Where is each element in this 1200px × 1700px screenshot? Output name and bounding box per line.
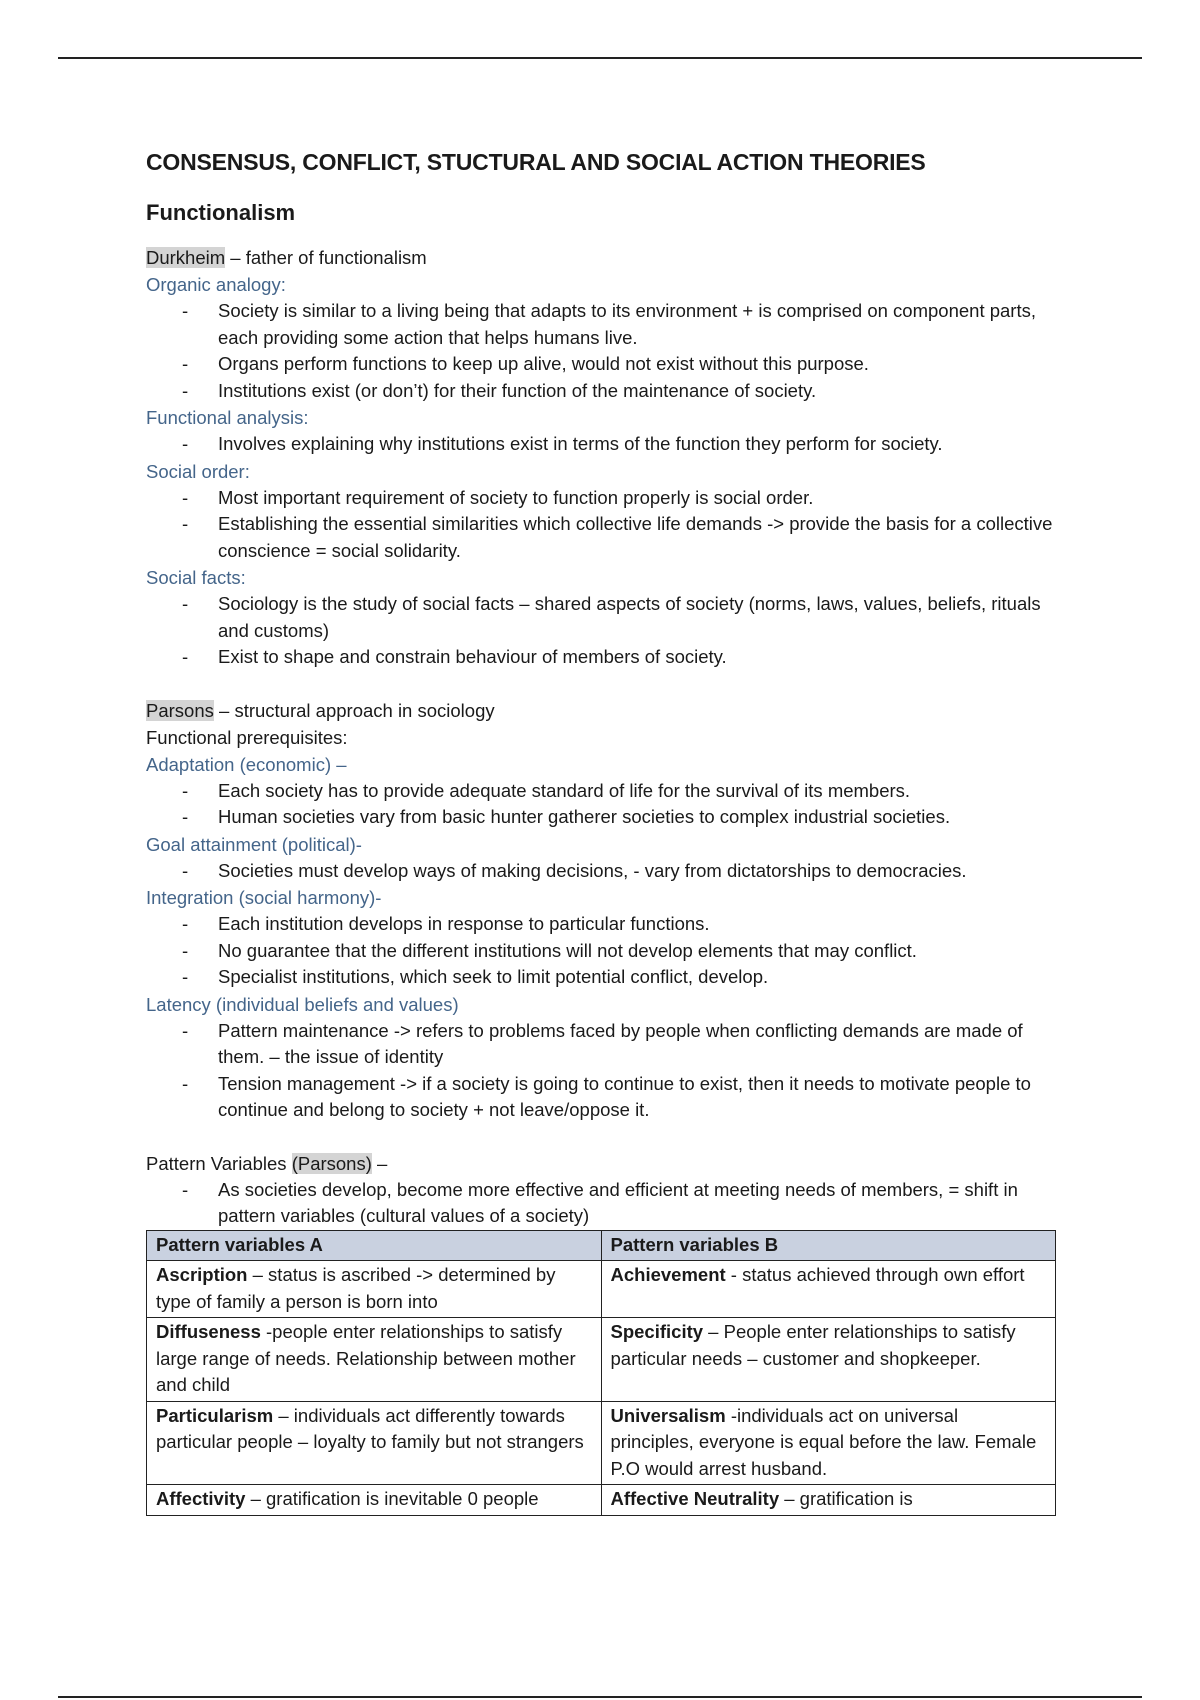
term: Affectivity (156, 1488, 246, 1509)
adaptation-list (146, 778, 1066, 831)
table-header-row (147, 1230, 1056, 1261)
parsons-desc: – structural approach in sociology (213, 699, 495, 721)
list-item: - Organs perform functions to keep up alive, would not exist without this purpose. (218, 351, 1066, 378)
pattern-list (146, 1177, 1066, 1230)
goal-list (146, 858, 1066, 885)
term: Affective Neutrality (610, 1488, 780, 1509)
list-item: - Society is similar to a living being that adapts to its environment + is comprised on component parts, each providing some action that helps humans live. (218, 298, 1066, 351)
list-item: - No guarantee that the different institutions will not develop elements that may conflict. (218, 938, 1066, 965)
durkheim-desc: – father of functionalism (225, 247, 427, 268)
term: Ascription (156, 1264, 248, 1285)
table-cell (147, 1401, 602, 1485)
term: Particularism (156, 1404, 274, 1426)
term-desc: – gratification is inevitable 0 people (245, 1488, 539, 1509)
order-heading: Social order: (146, 460, 250, 482)
list-item: - As societies develop, become more effective and efficient at meeting needs of members, = shift in pattern variables (cultural values of a society) (218, 1177, 1066, 1230)
durkheim-name: Durkheim (146, 247, 226, 268)
durkheim-line (146, 244, 1066, 271)
table-cell (601, 1261, 1056, 1318)
integration-list (146, 911, 1066, 991)
table-cell (601, 1485, 1056, 1516)
term: Achievement (610, 1264, 726, 1285)
term-desc: – status is ascribed -> determined by type of family a person is born into (156, 1264, 556, 1312)
prereq-label: Functional prerequisites: (146, 726, 348, 748)
document-title: CONSENSUS, CONFLICT, STUCTURAL AND SOCIAL ACTION THEORIES (146, 149, 926, 175)
pattern-label-parsons: (Parsons) (291, 1152, 372, 1174)
adaptation-heading: Adaptation (economic) – (146, 753, 347, 775)
table-row (147, 1261, 1056, 1318)
term-desc: – People enter relationships to satisfy particular needs – customer and shopkeeper. (610, 1321, 1016, 1369)
column-header-b: Pattern variables B (601, 1230, 1056, 1261)
goal-heading: Goal attainment (political)- (146, 833, 362, 855)
list-item: - Pattern maintenance -> refers to problems faced by people when conflicting demands are made of them. – the issue of identity (218, 1018, 1066, 1071)
order-list (146, 485, 1066, 565)
list-item: - Establishing the essential similarities which collective life demands -> provide the basis for a collective conscience = social solidarity. (218, 511, 1066, 564)
table-cell (147, 1485, 602, 1516)
organic-list (146, 298, 1066, 404)
table-row (147, 1318, 1056, 1402)
parsons-line (146, 697, 1066, 724)
term-desc: - status achieved through own effort (725, 1264, 1025, 1285)
term: Diffuseness (156, 1321, 261, 1342)
latency-heading: Latency (individual beliefs and values) (146, 993, 459, 1015)
section-heading: Functionalism (146, 200, 296, 225)
term-desc: – individuals act differently towards particular people – loyalty to family but not strangers (156, 1404, 584, 1452)
term: Specificity (610, 1321, 704, 1342)
table-cell (601, 1318, 1056, 1402)
facts-heading: Social facts: (146, 567, 246, 588)
latency-list (146, 1018, 1066, 1124)
list-item: - Specialist institutions, which seek to limit potential conflict, develop. (218, 964, 1066, 991)
pattern-label: Pattern Variables (146, 1152, 292, 1174)
list-item: - Each institution develops in response to particular functions. (218, 911, 1066, 938)
table-cell (147, 1261, 602, 1318)
list-item: - Human societies vary from basic hunter gatherer societies to complex industrial societies. (218, 804, 1066, 831)
table-row (147, 1401, 1056, 1485)
integration-heading: Integration (social harmony)- (146, 887, 382, 908)
document-page (146, 146, 1066, 1516)
list-item: - Each society has to provide adequate standard of life for the survival of its members. (218, 778, 1066, 805)
term-desc: – gratification is (779, 1488, 913, 1509)
organic-heading: Organic analogy: (146, 274, 286, 295)
pattern-variables-table (146, 1230, 1056, 1516)
term: Universalism (610, 1404, 726, 1426)
table-cell (601, 1401, 1056, 1485)
term-desc: -people enter relationships to satisfy large range of needs. Relationship between mother and child (156, 1321, 576, 1395)
table-cell (147, 1318, 602, 1402)
list-item: - Most important requirement of society to function properly is social order. (218, 485, 1066, 512)
pattern-label-tail: – (371, 1152, 388, 1174)
list-item: - Tension management -> if a society is going to continue to exist, then it needs to motivate people to continue and belong to society + not leave/oppose it. (218, 1071, 1066, 1124)
column-header-a: Pattern variables A (147, 1230, 602, 1261)
footer-rule (58, 1696, 1142, 1698)
facts-list (146, 591, 1066, 671)
functional-list (146, 431, 1066, 458)
term-desc: -individuals act on universal principles, everyone is equal before the law. Female P.O would arrest husband. (610, 1404, 1037, 1479)
pattern-label-line (146, 1150, 1066, 1177)
header-rule (58, 57, 1142, 59)
table-row (147, 1485, 1056, 1516)
list-item: - Sociology is the study of social facts – shared aspects of society (norms, laws, values, beliefs, rituals and customs) (218, 591, 1066, 644)
list-item: - Exist to shape and constrain behaviour of members of society. (218, 644, 1066, 671)
parsons-name: Parsons (146, 699, 214, 721)
functional-heading: Functional analysis: (146, 407, 309, 428)
list-item: - Involves explaining why institutions exist in terms of the function they perform for society. (218, 431, 1066, 458)
list-item: - Institutions exist (or don’t) for their function of the maintenance of society. (218, 378, 1066, 405)
list-item: - Societies must develop ways of making decisions, - vary from dictatorships to democracies. (218, 858, 1066, 885)
